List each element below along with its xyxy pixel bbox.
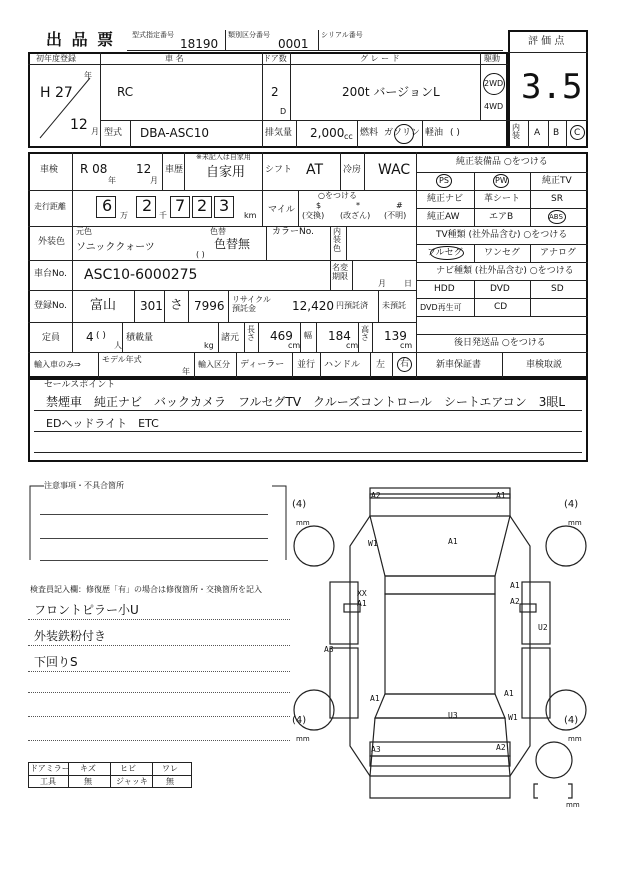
fuel-light: 軽油 — [425, 128, 444, 138]
mile-label: マイル — [268, 205, 295, 215]
unit-cm: cm — [346, 341, 359, 350]
reg-no-label: 登録No. — [34, 301, 67, 311]
tv-oneseg: ワンセグ — [484, 248, 521, 258]
tread-fr: (4) — [564, 499, 579, 510]
mark-a1-lowright: A1 — [504, 689, 514, 698]
sales-points-label: セールスポイント — [44, 380, 116, 390]
mileage-digit-1: 6 — [102, 196, 113, 215]
mark-a1-right: A1 — [510, 581, 520, 590]
inspector-line-1: フロントピラー小U — [34, 603, 139, 617]
inspection-label: 車検 — [40, 165, 59, 175]
unit-sen: 千 — [159, 211, 167, 220]
height: 139 — [384, 329, 407, 343]
color-change: 色替無 — [214, 237, 251, 251]
class-no-label: 類別区分番号 — [228, 31, 270, 39]
tools-cell-4: 無 — [166, 777, 174, 786]
history: 自家用 — [206, 165, 246, 180]
type-no: 18190 — [180, 37, 219, 51]
doors: 2 — [271, 85, 279, 99]
first-reg-label: 初年度登録 — [36, 54, 76, 63]
grade-label: グ レ ー ド — [360, 54, 400, 63]
capacity: 4 — [86, 330, 94, 344]
handle-label: ハンドル — [324, 360, 361, 370]
chassis: ASC10-6000275 — [84, 267, 198, 283]
score-label: 評 価 点 — [528, 36, 565, 47]
interior-a: A — [534, 128, 541, 138]
tread-rr: (4) — [564, 715, 579, 726]
import-dealer: ディーラー — [240, 360, 285, 370]
equip-genuine-navi: 純正ナビ — [427, 194, 464, 204]
tread-rl: (4) — [292, 715, 307, 726]
color-change-label: 色替 — [210, 227, 226, 236]
equip-abs: ABS — [549, 213, 563, 221]
type-no-label: 型式指定番号 — [132, 31, 174, 39]
inspection: R 08 — [80, 162, 108, 176]
tv-analog: アナログ — [540, 248, 577, 258]
mark-a2-right: A2 — [510, 597, 520, 606]
import-label: 輸入車のみ⇒ — [34, 360, 81, 369]
ac: WAC — [378, 162, 411, 178]
tread-fl: (4) — [292, 499, 307, 510]
recycle-suffix: 円預託済 — [336, 301, 368, 310]
reg-area: 富山 — [90, 298, 117, 313]
capacity-paren: ( ) — [96, 331, 106, 341]
car-name: RC — [117, 85, 134, 99]
mark-a1-lowleft: A1 — [370, 694, 380, 703]
mark-w1-left: W1 — [368, 539, 378, 548]
car-name-label: 車 名 — [165, 54, 184, 63]
displacement-label: 排気量 — [265, 128, 293, 138]
shift: AT — [306, 162, 324, 178]
mark-a1-top: A1 — [496, 491, 506, 500]
dims-label: 諸元 — [221, 333, 240, 343]
first-reg-month: 12 — [70, 117, 88, 133]
mark-a3-bottom: A3 — [371, 745, 381, 754]
later-items-label: 後日発送品 ○をつける — [454, 338, 546, 348]
import-parallel: 並行 — [297, 360, 316, 370]
name-change-label: 名変期限 — [332, 263, 348, 281]
mileage-label: 走行距離 — [34, 202, 66, 211]
interior-b: B — [553, 128, 560, 138]
inspection-month: 12 — [136, 162, 152, 176]
drive-label: 駆動 — [484, 54, 500, 63]
fuel-paren: ( ) — [450, 128, 460, 138]
equip-airbag: エアB — [489, 212, 514, 222]
model: DBA-ASC10 — [140, 126, 209, 140]
unit-cm: cm — [400, 341, 413, 350]
mark-w1-right: W1 — [508, 713, 518, 722]
exchange-sym: $ — [316, 201, 322, 210]
orig-color-label: 元色 — [76, 227, 92, 236]
spare-tire — [530, 740, 590, 810]
tools-cell-1: 工具 — [40, 777, 56, 786]
opt-exchange: (交換) — [302, 211, 325, 220]
inspector-line-2: 外装鉄粉付き — [34, 629, 107, 643]
mark-a1-roofleft: A1 — [357, 599, 367, 608]
tools-header-1: ドアミラー — [30, 764, 70, 773]
unit-man: 万 — [120, 211, 128, 220]
mark-a2-top: A2 — [371, 491, 381, 500]
model-label: 型式 — [104, 128, 123, 138]
equip-sr: SR — [551, 194, 563, 204]
unknown-sym: # — [396, 201, 403, 210]
inspector-label: 検査員記入欄：修復歴「有」の場合は修復箇所・交換箇所を記入 — [30, 585, 262, 594]
model-year-label: モデル年式 — [102, 355, 142, 364]
tools-header-3: ヒビ — [120, 764, 136, 773]
drive-4wd: 4WD — [484, 102, 504, 111]
drive-2wd: 2WD — [484, 79, 504, 88]
first-reg-era: H 27 — [40, 85, 73, 101]
unit-mm: mm — [566, 801, 580, 809]
equip-genuine-aw: 純正AW — [427, 212, 460, 222]
mark-a2-bottom: A2 — [496, 743, 506, 752]
unit-kg: kg — [204, 341, 214, 350]
unit-year: 年 — [84, 71, 92, 80]
navi-sd: SD — [551, 284, 564, 294]
score-value: 3.5 — [521, 67, 583, 107]
navi-dvd: DVD — [490, 284, 510, 294]
color-paren: ( ) — [196, 250, 205, 259]
mark-u2: U2 — [538, 623, 548, 632]
mark-u3: U3 — [448, 711, 458, 720]
caution-bracket — [28, 481, 290, 564]
mileage-digit-4: 2 — [197, 196, 208, 215]
tools-cell-3: ジャッキ — [116, 777, 148, 786]
fuel-label: 燃料 — [360, 128, 379, 138]
length-label: 長さ — [247, 325, 255, 342]
mileage-digit-3: 7 — [175, 196, 186, 215]
later-manual: 車検取説 — [526, 360, 563, 370]
tools-cell-2: 無 — [84, 777, 92, 786]
mark-a3-left: A3 — [324, 645, 334, 654]
unit-month: 月 — [91, 127, 99, 136]
tools-header-4: ワレ — [162, 764, 178, 773]
unit-month: 月 — [378, 279, 386, 288]
equip-genuine-tv: 純正TV — [542, 176, 572, 186]
ext-color-label: 外装色 — [38, 237, 66, 247]
equip-ps: PS — [439, 176, 449, 185]
mark-xx: XX — [357, 589, 367, 598]
chassis-label: 車台No. — [34, 269, 67, 279]
opt-unknown: (不明) — [384, 211, 407, 220]
unit-year: 年 — [182, 367, 190, 376]
import-class-label: 輸入区分 — [198, 360, 230, 369]
caution-label: 注意事項・不具合箇所 — [44, 481, 124, 490]
serial-label: シリアル番号 — [321, 31, 363, 39]
displacement: 2,000 — [310, 126, 345, 140]
tv-type-label: TV種類 (社外品含む) ○をつける — [436, 230, 568, 240]
tamper-sym: * — [356, 201, 360, 210]
unit-mm: mm — [568, 735, 582, 743]
history-label: 車歴 — [165, 165, 184, 175]
tools-header-2: キズ — [80, 764, 96, 773]
recycle: 12,420 — [292, 299, 334, 313]
interior-color-label: 内装色 — [333, 227, 341, 253]
door-suffix: D — [280, 107, 287, 116]
height-label: 高さ — [361, 325, 369, 342]
equip-leather: 革シート — [484, 194, 521, 204]
navi-dvd-play: DVD再生可 — [420, 303, 462, 312]
mileage-digit-2: 2 — [142, 196, 153, 215]
history-note: ※未記入は自家用 — [196, 153, 251, 161]
opt-tamper: (改ざん) — [340, 211, 371, 220]
tv-fullseg: フルセグ — [427, 248, 463, 258]
mark-a1-hood: A1 — [448, 537, 458, 546]
later-warranty: 新車保証書 — [436, 360, 482, 370]
unit-cc: cc — [344, 132, 353, 141]
unit-person: 人 — [114, 341, 122, 350]
unit-mm: mm — [568, 519, 582, 527]
reg-num: 7996 — [194, 299, 225, 313]
interior-c: C — [574, 128, 581, 138]
unit-cm: cm — [288, 341, 301, 350]
exterior-color: ソニッククォーツ — [76, 242, 155, 253]
fuel: ガソリン — [384, 128, 421, 138]
reg-kana: さ — [170, 298, 184, 313]
sales-line-1: 禁煙車 純正ナビ バックカメラ フルセグTV クルーズコントロール シートエアコン 3眼L — [46, 395, 566, 409]
class-no: 0001 — [278, 37, 309, 51]
recycle-unpaid: 未預託 — [382, 301, 406, 310]
inspector-line-3: 下回りS — [34, 655, 78, 669]
width: 184 — [328, 329, 351, 343]
unit-mm: mm — [296, 735, 310, 743]
color-no-label: カラーNo. — [272, 227, 314, 237]
unit-year: 年 — [108, 176, 116, 185]
interior-label: 内装 — [512, 123, 520, 140]
recycle-label: リサイクル預託金 — [232, 295, 271, 314]
load-label: 積載量 — [126, 333, 154, 343]
sales-line-2: EDヘッドライト ETC — [46, 417, 159, 430]
grade: 200t バージョンL — [342, 85, 440, 99]
handle-right: 右 — [400, 359, 410, 369]
unit-day: 日 — [404, 279, 412, 288]
unit-km: km — [244, 211, 257, 220]
unit-month: 月 — [150, 176, 158, 185]
mileage-digit-5: 3 — [219, 196, 230, 215]
shift-label: シフト — [265, 165, 293, 175]
length: 469 — [270, 329, 293, 343]
capacity-label: 定員 — [42, 333, 61, 343]
handle-left: 左 — [376, 360, 386, 370]
navi-cd: CD — [494, 302, 508, 312]
width-label: 幅 — [304, 331, 312, 340]
page-title: 出 品 票 — [46, 30, 116, 49]
ac-label: 冷房 — [343, 165, 362, 175]
mileage-opt-note: ○をつける — [318, 191, 357, 200]
doors-label: ドア数 — [263, 54, 287, 63]
unit-mm: mm — [296, 519, 310, 527]
equip-pw: PW — [495, 176, 508, 185]
navi-hdd: HDD — [434, 284, 455, 294]
reg-class: 301 — [140, 299, 163, 313]
navi-type-label: ナビ種類 (社外品含む) ○をつける — [436, 266, 574, 276]
genuine-equip-label: 純正装備品 ○をつける — [456, 157, 548, 167]
